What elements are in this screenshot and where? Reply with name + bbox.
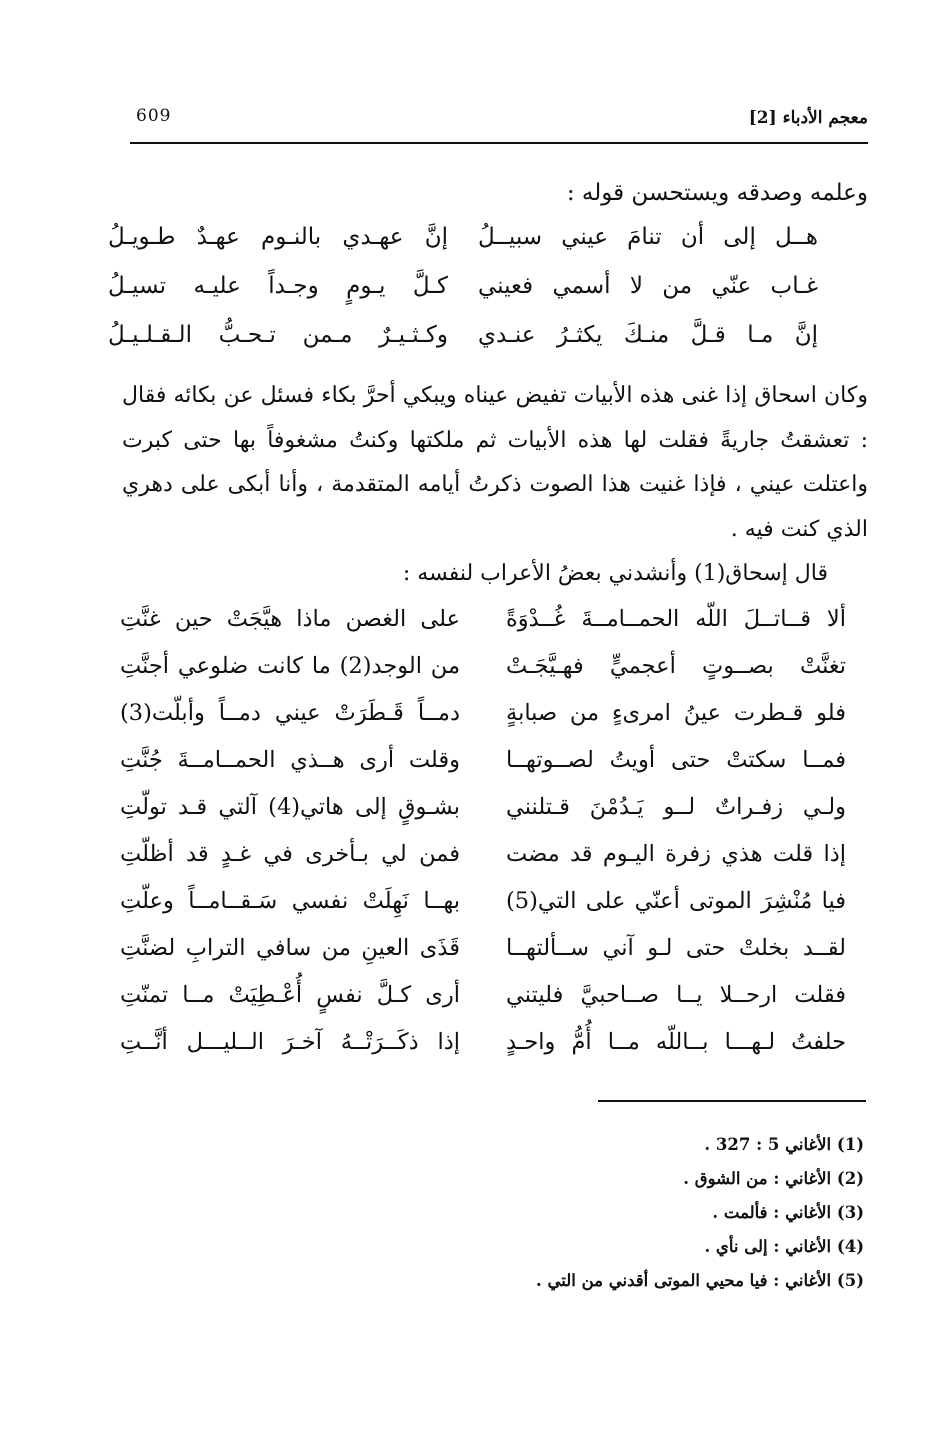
footnote-1: (1) الأغاني 5 : 327 . [704,1135,864,1154]
verse-first-hemistich: ولـي زفـراتٌ لــو يَـدُمْنَ قـتلنني [506,794,846,820]
footnotes [164,1128,864,1298]
poem2-verse-10 [120,1029,846,1077]
verse-second-hemistich: وقلت أرى هــذي الحمــامــةَ جُنَّتِ [120,747,460,773]
verse-second-hemistich: قَذَى العينِ من سافي الترابِ لضنَّتِ [120,935,460,961]
verse-first-hemistich: إذا قلت هذي زفرة اليـوم قد مضت [506,841,846,867]
page-number: 609 [136,106,172,126]
verse-first-hemistich: فمــا سكتتْ حتى أويتُ لصــوتهــا [506,747,846,773]
verse-first-hemistich: غـاب عنّي من لا أسمي فعيني [478,273,818,299]
verse-second-hemistich: بشـوقٍ إلى هاتي(4) آلتي قـد تولّتِ [120,794,460,820]
verse-first-hemistich: فلو قـطرت عينُ امرىءٍ من صبابةٍ [506,700,846,726]
verse-first-hemistich: هــل إلى أن تنامَ عيني سبيــلُ [478,224,818,250]
poem2-verse-4 [120,747,846,795]
verse-second-hemistich: على الغصن ماذا هيَّجَتْ حين غنَّتِ [120,606,460,632]
verse-first-hemistich: تغنَّتْ بصــوتٍ أعجميٍّ فهـيَّجَـتْ [506,653,846,679]
poem2-verse-5 [120,794,846,842]
poem1-verse-3 [108,322,818,370]
footnote-rule [598,1100,866,1102]
verse-second-hemistich: بهــا نَهِلَتْ نفسي سَـقــامــاً وعلّتِ [120,888,460,914]
verse-second-hemistich: من الوجد(2) ما كانت ضلوعي أجنَّتِ [120,653,460,679]
footnote-3: (3) الأغاني : فألمت . [712,1203,864,1222]
poem2-verse-2 [120,653,846,701]
intro-line: وعلمه وصدقه ويستحسن قوله : [566,180,868,206]
footnote-2: (2) الأغاني : من الشوق . [683,1169,864,1188]
footnote-5: (5) الأغاني : فيا محيي الموتى أقدني من التي . [536,1271,864,1290]
verse-second-hemistich: أرى كـلَّ نفسٍ أُعْـطِيَتْ مــا تمنّتِ [120,982,460,1008]
poem2-verse-7 [120,888,846,936]
running-head-title: معجم الأدباء [2] [748,108,868,128]
prose-paragraph: قال إسحاق(1) وأنشدني بعضُ الأعراب لنفسه : [402,561,828,586]
verse-first-hemistich: لقــد بخلتْ حتى لـو آني ســألتهــا [506,935,846,961]
poem2-verse-8 [120,935,846,983]
running-head [120,104,868,144]
verse-second-hemistich: إذا ذكَــرَتْــهُ آخـرَ الــليـــل أنَّــتِ [120,1029,460,1055]
poem1-verse-1 [108,224,818,272]
verse-second-hemistich: دمــاً قَـطَرَتْ عيني دمــاً وأبلّت(3) [120,700,460,726]
poem1-verse-2 [108,273,818,321]
verse-first-hemistich: فيا مُنْشِرَ الموتى أعنّي على التي(5) [506,888,846,914]
poem2-verse-1 [120,606,846,654]
poem2-verse-3 [120,700,846,748]
verse-first-hemistich: فقلت ارحــلا يــا صــاحبيَّ فليتني [506,982,846,1008]
header-rule [130,142,868,144]
verse-first-hemistich: حلفتُ لـهـــا بــاللّه مــا أُمُّ واحـدٍ [506,1029,846,1055]
prose-paragraph: وكان اسحاق إذا غنى هذه الأبيات تفيض عيناه ويبكي أحرَّ بكاء فسئل عن بكائه فقال : تعشقتُ جاريةً فقلت لها هذه الأبيات ثم ملكتها وكنتُ مشغوفاً بها حتى كبرت واعتلت عيني ، فإذا غنيت هذا الصوت ذكرتُ أيامه المتقدمة ، وأنا أبكى على دهري الذي كنت فيه . [122,383,868,542]
footnote-4: (4) الأغاني : إلى نأي . [704,1237,864,1256]
verse-second-hemistich: فمن لي بـأخرى في غـدٍ قد أظلّتِ [120,841,460,867]
poem2-verse-6 [120,841,846,889]
verse-second-hemistich: كـلَّ يـومٍ وجـداً عليـه تسيـلُ [108,273,448,299]
prose-block [122,374,868,597]
verse-second-hemistich: إنَّ عهـدي بالنـوم عهـدٌ طـويـلُ [108,224,448,250]
verse-first-hemistich: إنَّ مـا قـلَّ منـكَ يكثـرُ عنـدي [478,322,818,348]
poem2-verse-9 [120,982,846,1030]
verse-first-hemistich: ألا قــاتــلَ اللّه الحمــامــةَ غُــدْوَةً [506,606,846,632]
verse-second-hemistich: وكـثـيـرٌ مـمن تـحـبُّ الـقـلـيـلُ [108,322,448,348]
